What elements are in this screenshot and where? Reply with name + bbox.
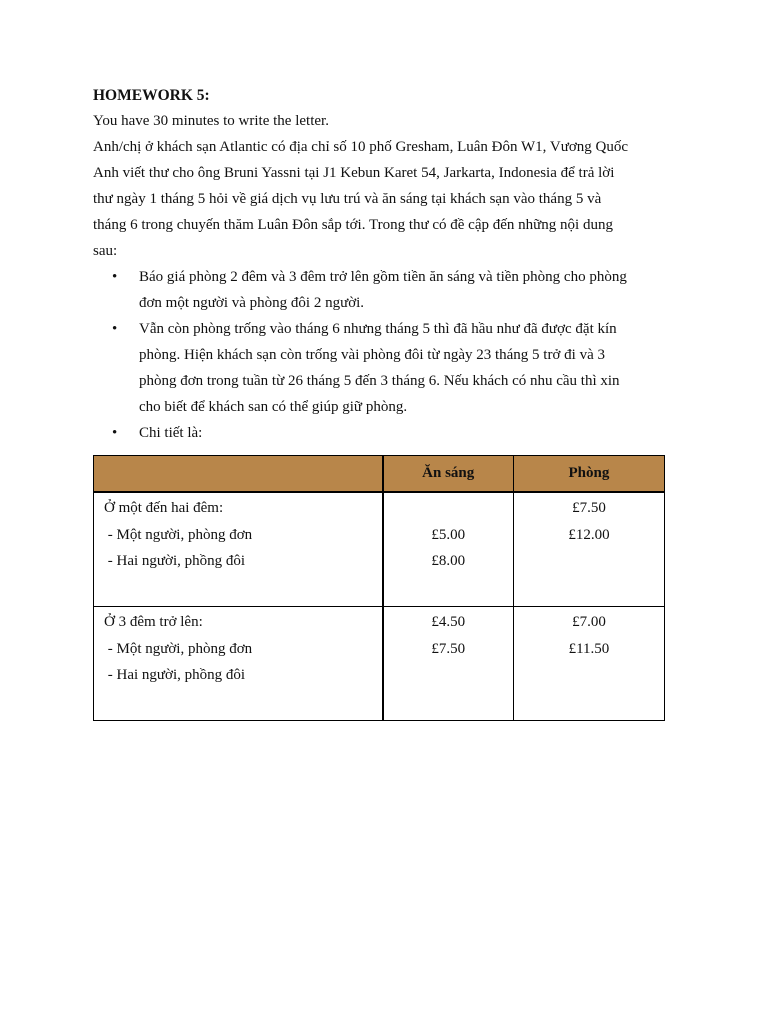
table-cell xyxy=(383,492,514,607)
instruction-text: You have 30 minutes to write the letter. xyxy=(93,113,329,129)
bullet-line: phòng đơn trong tuần từ 26 tháng 5 đến 3 tháng 6. Nếu khách có nhu cầu thì xin xyxy=(139,373,620,389)
intro-line: thư ngày 1 tháng 5 hỏi về giá dịch vụ lưu trú và ăn sáng tại khách sạn vào tháng 5 và xyxy=(93,191,602,207)
bullet-line: cho biết để khách san có thể giúp giữ phòng. xyxy=(139,399,408,415)
cell-line: £5.00 xyxy=(431,526,466,543)
bullet-item xyxy=(112,316,673,420)
table-header-cell: Phòng xyxy=(513,456,664,493)
cell-line: - Hai người, phồng đôi xyxy=(104,553,246,569)
table-header-cell: Ăn sáng xyxy=(383,456,514,493)
cell-line: £8.00 xyxy=(431,553,466,569)
table-row xyxy=(94,492,665,607)
table-cell xyxy=(513,492,664,607)
intro-paragraph xyxy=(93,134,673,264)
price-table xyxy=(93,455,665,721)
bullet-line: Báo giá phòng 2 đêm và 3 đêm trở lên gồm tiền ăn sáng và tiền phòng cho phòng xyxy=(139,269,627,285)
cell-line: £7.50 xyxy=(572,500,606,516)
bullet-icon: • xyxy=(112,269,118,285)
cell-line: £7.50 xyxy=(431,640,466,657)
bullet-line: đơn một người và phòng đôi 2 người. xyxy=(139,295,365,311)
cell-line: - Hai người, phồng đôi xyxy=(104,667,246,683)
cell-line: - Một người, phòng đơn xyxy=(104,640,253,657)
bullet-item xyxy=(112,420,673,446)
cell-line: £11.50 xyxy=(568,640,610,657)
table-cell xyxy=(383,607,514,721)
intro-line: tháng 6 trong chuyến thăm Luân Đôn sắp tới. Trong thư có đề cập đến những nội dung xyxy=(93,217,613,233)
cell-line xyxy=(514,662,664,689)
intro-line: Anh viết thư cho ông Bruni Yassni tại J1 Kebun Karet 54, Jarkarta, Indonesia để trả lời xyxy=(93,165,615,181)
intro-line: sau: xyxy=(93,243,118,259)
table-cell xyxy=(94,492,383,607)
bullet-icon: • xyxy=(112,321,118,337)
document-body xyxy=(93,84,673,446)
cell-line: £12.00 xyxy=(568,526,610,543)
bullet-line: phòng. Hiện khách sạn còn trống vài phòng đôi từ ngày 23 tháng 5 trở đi và 3 xyxy=(139,347,605,363)
table-header-cell xyxy=(94,456,383,493)
bullet-line: Chi tiết là: xyxy=(139,425,203,441)
cell-line: £7.00 xyxy=(572,614,606,630)
cell-line xyxy=(514,548,664,575)
table-row xyxy=(94,607,665,721)
table-cell xyxy=(513,607,664,721)
bullet-item xyxy=(112,264,673,316)
cell-line xyxy=(384,495,513,522)
intro-line: Anh/chị ở khách sạn Atlantic có địa chỉ số 10 phố Gresham, Luân Đôn W1, Vương Quốc xyxy=(93,139,629,155)
bullet-list xyxy=(93,264,673,446)
cell-line: Ở một đến hai đêm: xyxy=(104,500,224,516)
cell-line: Ở 3 đêm trở lên: xyxy=(104,614,203,630)
cell-line: £4.50 xyxy=(431,614,466,630)
table-header-row xyxy=(94,456,665,493)
table-cell xyxy=(94,607,383,721)
bullet-icon: • xyxy=(112,425,118,441)
bullet-line: Vẫn còn phòng trống vào tháng 6 nhưng tháng 5 thì đã hầu như đã được đặt kín xyxy=(139,321,617,337)
homework-title: HOMEWORK 5: xyxy=(93,87,210,104)
cell-line xyxy=(384,662,513,689)
cell-line: - Một người, phòng đơn xyxy=(104,526,253,543)
